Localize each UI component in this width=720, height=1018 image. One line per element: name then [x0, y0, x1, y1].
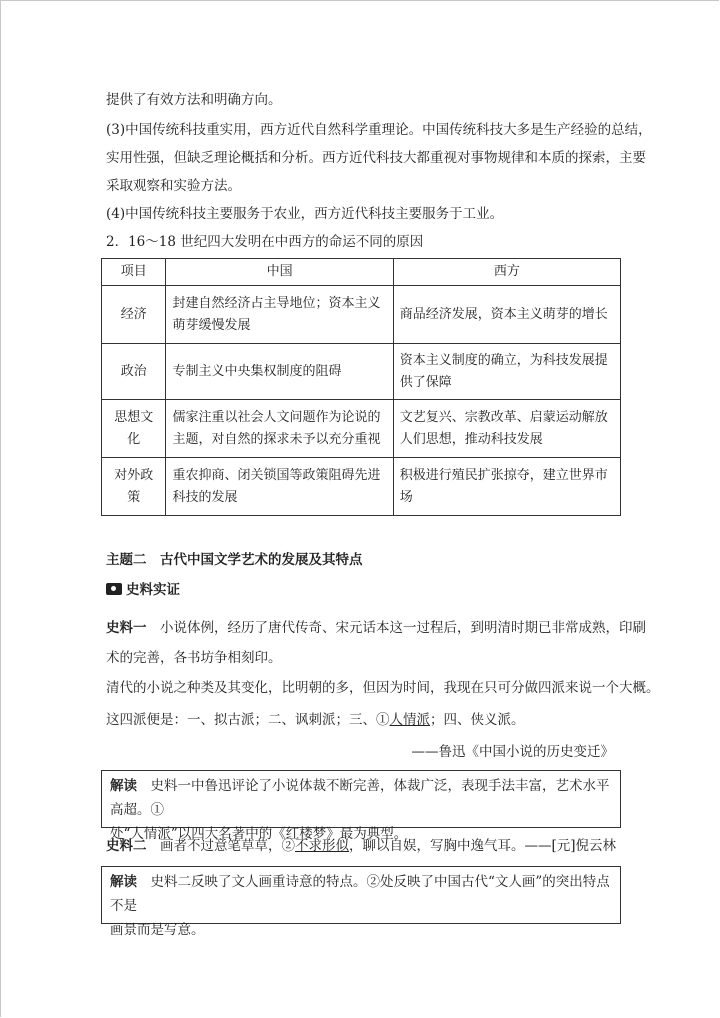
table-cell-item: 对外政策 — [102, 458, 166, 516]
table-header: 项目 — [102, 259, 166, 286]
evidence-label: 史料实证 — [126, 582, 180, 598]
table-cell-china: 封建自然经济占主导地位；资本主义萌芽缓慢发展 — [166, 286, 393, 344]
table-cell-west: 资本主义制度的确立，为科技发展提供了保障 — [393, 344, 620, 400]
interpretation-1-line-2: 处“人情派”以四大名著中的《红楼梦》最为典型。 — [110, 826, 408, 842]
source-1-line-1 — [106, 618, 646, 638]
table-row — [102, 344, 621, 400]
interpretation-label: 解读 — [110, 778, 137, 794]
interpretation-label: 解读 — [110, 874, 137, 890]
interpretation-2-line-2: 画景而是写意。 — [110, 922, 205, 938]
marked-phrase-1: 人情派 — [389, 712, 430, 728]
table-cell-west: 积极进行殖民扩张掠夺，建立世界市场 — [393, 458, 620, 516]
interpretation-1-line-1 — [110, 774, 612, 822]
interpretation-2-text: 史料二反映了文人画重诗意的特点。②处反映了中国古代“文人画”的突出特点不是 — [110, 874, 610, 914]
source-1-label: 史料一 — [106, 620, 147, 636]
point-3-line-2: 实用性强，但缺乏理论概括和分析。西方近代科技大都重视对事物规律和本质的探索，主要 — [106, 150, 646, 166]
source-1-line-4-post: ；四、侠义派。 — [430, 712, 525, 728]
point-3-line-3: 采取观察和实验方法。 — [106, 178, 241, 194]
source-1-text: 小说体例，经历了唐代传奇、宋元话本这一过程后，到明清时期已非常成熟，印刷 — [160, 620, 646, 636]
interpretation-box-2 — [101, 866, 621, 938]
interpretation-2-line-1 — [110, 870, 612, 918]
table-row — [102, 400, 621, 458]
table-header: 西方 — [393, 259, 620, 286]
source-1-line-2: 术的完善，各书坊争相刻印。 — [106, 650, 282, 666]
interpretation-1-text: 史料一中鲁迅评论了小说体裁不断完善，体裁广泛，表现手法丰富，艺术水平高超。① — [110, 778, 610, 818]
table-cell-item: 经济 — [102, 286, 166, 344]
source-1-line-4-pre: 这四派便是：一、拟古派；二、讽刺派；三、① — [106, 712, 390, 728]
theme-2-heading: 主题二 古代中国文学艺术的发展及其特点 — [106, 552, 363, 568]
camera-icon — [106, 583, 122, 595]
table-cell-china: 重农抑商、闭关锁国等政策阻碍先进科技的发展 — [166, 458, 393, 516]
table-cell-china: 儒家注重以社会人文问题作为论说的主题，对自然的探求未予以充分重视 — [166, 400, 393, 458]
table-cell-west: 商品经济发展，资本主义萌芽的增长 — [393, 286, 620, 344]
table-cell-west: 文艺复兴、宗教改革、启蒙运动解放人们思想，推动科技发展 — [393, 400, 620, 458]
interpretation-box-1 — [101, 770, 621, 842]
source-2-post: ，聊以自娱，写胸中逸气耳。——[元]倪云林 — [349, 838, 617, 854]
source-2-pre: 画者不过意笔草草，② — [160, 838, 295, 854]
point-4: (4)中国传统科技主要服务于农业，西方近代科技主要服务于工业。 — [106, 206, 504, 222]
comparison-table — [101, 258, 621, 516]
table-cell-item: 政治 — [102, 344, 166, 400]
intro-line: 提供了有效方法和明确方向。 — [106, 92, 282, 108]
table-cell-item: 思想文化 — [102, 400, 166, 458]
source-1-line-4 — [106, 710, 525, 730]
table-row — [102, 286, 621, 344]
table-header-row — [102, 259, 621, 286]
table-row — [102, 458, 621, 516]
marked-phrase-2: 不求形似 — [295, 838, 349, 854]
table-header: 中国 — [166, 259, 393, 286]
source-2-label: 史料二 — [106, 838, 147, 854]
source-2 — [106, 836, 616, 856]
source-1-line-3: 清代的小说之种类及其变化，比明朝的多，但因为时间，我现在只可分做四派来说一个大概。 — [106, 680, 660, 696]
point-3-line-1: (3)中国传统科技重实用，西方近代自然科学重理论。中国传统科技大多是生产经验的总结， — [106, 122, 652, 138]
section-2-title: 2．16～18 世纪四大发明在中西方的命运不同的原因 — [106, 234, 424, 250]
source-1-attribution: ——鲁迅《中国小说的历史变迁》 — [411, 744, 614, 760]
evidence-heading — [106, 580, 180, 600]
table-cell-china: 专制主义中央集权制度的阻碍 — [166, 344, 393, 400]
